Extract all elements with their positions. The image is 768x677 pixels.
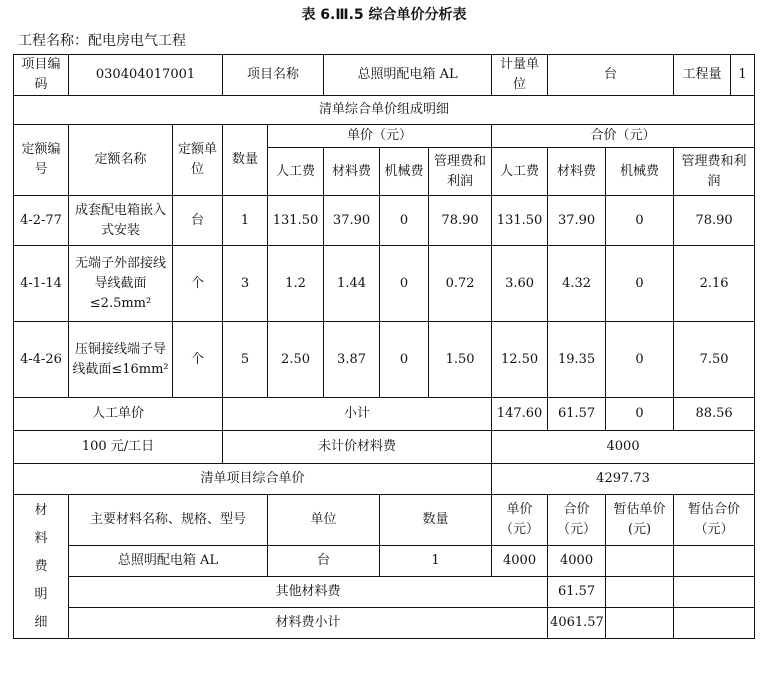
mat-other-est-t xyxy=(674,577,755,608)
composite-value: 4297.73 xyxy=(492,464,755,495)
mat-other-value: 61.57 xyxy=(548,577,606,608)
row-code: 4-2-77 xyxy=(14,196,69,246)
row-t-mgmt: 2.16 xyxy=(674,246,755,322)
code-value: 030404017001 xyxy=(69,55,223,96)
row-u-mgmt: 78.90 xyxy=(429,196,492,246)
unit-label: 计量单位 xyxy=(492,55,548,96)
column-header-row-1 xyxy=(14,125,755,148)
mat-other-est-u xyxy=(606,577,674,608)
subtotal-labor: 147.60 xyxy=(492,398,548,431)
mat-item-name: 总照明配电箱 AL xyxy=(69,546,268,577)
row-qty: 3 xyxy=(223,246,268,322)
mat-col-est-t: 暂估合价（元） xyxy=(674,495,755,546)
row-u-mgmt: 1.50 xyxy=(429,322,492,398)
mat-subtotal-label: 材料费小计 xyxy=(69,608,548,639)
row-u-machine: 0 xyxy=(380,322,429,398)
row-t-labor: 131.50 xyxy=(492,196,548,246)
materials-item-row xyxy=(14,546,755,577)
name-label: 项目名称 xyxy=(223,55,324,96)
mat-other-label: 其他材料费 xyxy=(69,577,548,608)
project-name: 工程名称：配电房电气工程 xyxy=(18,33,186,49)
materials-side-label xyxy=(14,495,69,639)
header-row xyxy=(14,55,755,96)
unpriced-row xyxy=(14,431,755,464)
row-code: 4-1-14 xyxy=(14,246,69,322)
col-quantity: 数量 xyxy=(223,125,268,196)
mat-subtotal-value: 4061.57 xyxy=(548,608,606,639)
row-t-labor: 12.50 xyxy=(492,322,548,398)
materials-side-text: 材料费明细 xyxy=(34,502,48,630)
row-t-mgmt: 7.50 xyxy=(674,322,755,398)
row-u-labor: 1.2 xyxy=(268,246,324,322)
col-t-labor: 人工费 xyxy=(492,148,548,196)
materials-header-row xyxy=(14,495,755,546)
mat-col-est-u: 暂估单价(元) xyxy=(606,495,674,546)
section-title-row xyxy=(14,96,755,125)
row-name: 成套配电箱嵌入式安装 xyxy=(69,196,173,246)
mat-col-tprice: 合价（元） xyxy=(548,495,606,546)
row-name: 无端子外部接线导线截面≤2.5mm² xyxy=(69,246,173,322)
materials-subtotal-row xyxy=(14,608,755,639)
col-u-mgmt: 管理费和利润 xyxy=(429,148,492,196)
mat-item-est-u xyxy=(606,546,674,577)
mat-item-est-t xyxy=(674,546,755,577)
labor-unit-label: 人工单价 xyxy=(14,398,223,431)
row-t-labor: 3.60 xyxy=(492,246,548,322)
col-unit-price: 单价（元） xyxy=(268,125,492,148)
row-t-material: 4.32 xyxy=(548,246,606,322)
row-code: 4-4-26 xyxy=(14,322,69,398)
mat-col-qty: 数量 xyxy=(380,495,492,546)
composite-label: 清单项目综合单价 xyxy=(14,464,492,495)
row-t-material: 19.35 xyxy=(548,322,606,398)
section-title: 清单综合单价组成明细 xyxy=(14,96,755,125)
materials-other-row xyxy=(14,577,755,608)
col-quota-unit: 定额单位 xyxy=(173,125,223,196)
unit-value: 台 xyxy=(548,55,674,96)
mat-col-name: 主要材料名称、规格、型号 xyxy=(69,495,268,546)
row-u-labor: 131.50 xyxy=(268,196,324,246)
row-unit: 个 xyxy=(173,246,223,322)
mat-item-tprice: 4000 xyxy=(548,546,606,577)
mat-col-uprice: 单价（元） xyxy=(492,495,548,546)
mat-subtotal-est-u xyxy=(606,608,674,639)
qty-value: 1 xyxy=(731,55,755,96)
labor-unit-value: 100 元/工日 xyxy=(14,431,223,464)
composite-row xyxy=(14,464,755,495)
subtotal-label: 小计 xyxy=(223,398,492,431)
col-u-material: 材料费 xyxy=(324,148,380,196)
row-unit: 台 xyxy=(173,196,223,246)
row-unit: 个 xyxy=(173,322,223,398)
table-row xyxy=(14,246,755,322)
row-u-mgmt: 0.72 xyxy=(429,246,492,322)
unpriced-value: 4000 xyxy=(492,431,755,464)
col-t-material: 材料费 xyxy=(548,148,606,196)
row-u-material: 1.44 xyxy=(324,246,380,322)
mat-item-unit: 台 xyxy=(268,546,380,577)
row-t-machine: 0 xyxy=(606,196,674,246)
col-quota-name: 定额名称 xyxy=(69,125,173,196)
qty-label: 工程量 xyxy=(674,55,731,96)
col-t-mgmt: 管理费和利润 xyxy=(674,148,755,196)
row-t-mgmt: 78.90 xyxy=(674,196,755,246)
cost-analysis-table xyxy=(13,54,755,639)
name-value: 总照明配电箱 AL xyxy=(324,55,492,96)
mat-item-uprice: 4000 xyxy=(492,546,548,577)
col-u-machine: 机械费 xyxy=(380,148,429,196)
row-qty: 1 xyxy=(223,196,268,246)
mat-subtotal-est-t xyxy=(674,608,755,639)
row-u-machine: 0 xyxy=(380,246,429,322)
unpriced-label: 未计价材料费 xyxy=(223,431,492,464)
row-u-material: 37.90 xyxy=(324,196,380,246)
table-title: 表 6.Ⅲ.5 综合单价分析表 xyxy=(301,7,467,23)
code-label: 项目编码 xyxy=(14,55,69,96)
col-quota-code: 定额编号 xyxy=(14,125,69,196)
subtotal-machine: 0 xyxy=(606,398,674,431)
mat-item-qty: 1 xyxy=(380,546,492,577)
subtotal-mgmt: 88.56 xyxy=(674,398,755,431)
table-row xyxy=(14,322,755,398)
row-t-machine: 0 xyxy=(606,246,674,322)
mat-col-unit: 单位 xyxy=(268,495,380,546)
row-qty: 5 xyxy=(223,322,268,398)
col-u-labor: 人工费 xyxy=(268,148,324,196)
row-u-machine: 0 xyxy=(380,196,429,246)
row-t-material: 37.90 xyxy=(548,196,606,246)
row-u-material: 3.87 xyxy=(324,322,380,398)
subtotal-material: 61.57 xyxy=(548,398,606,431)
row-t-machine: 0 xyxy=(606,322,674,398)
table-row xyxy=(14,196,755,246)
subtotal-row xyxy=(14,398,755,431)
col-t-machine: 机械费 xyxy=(606,148,674,196)
col-total-price: 合价（元） xyxy=(492,125,755,148)
row-name: 压铜接线端子导线截面≤16mm² xyxy=(69,322,173,398)
row-u-labor: 2.50 xyxy=(268,322,324,398)
